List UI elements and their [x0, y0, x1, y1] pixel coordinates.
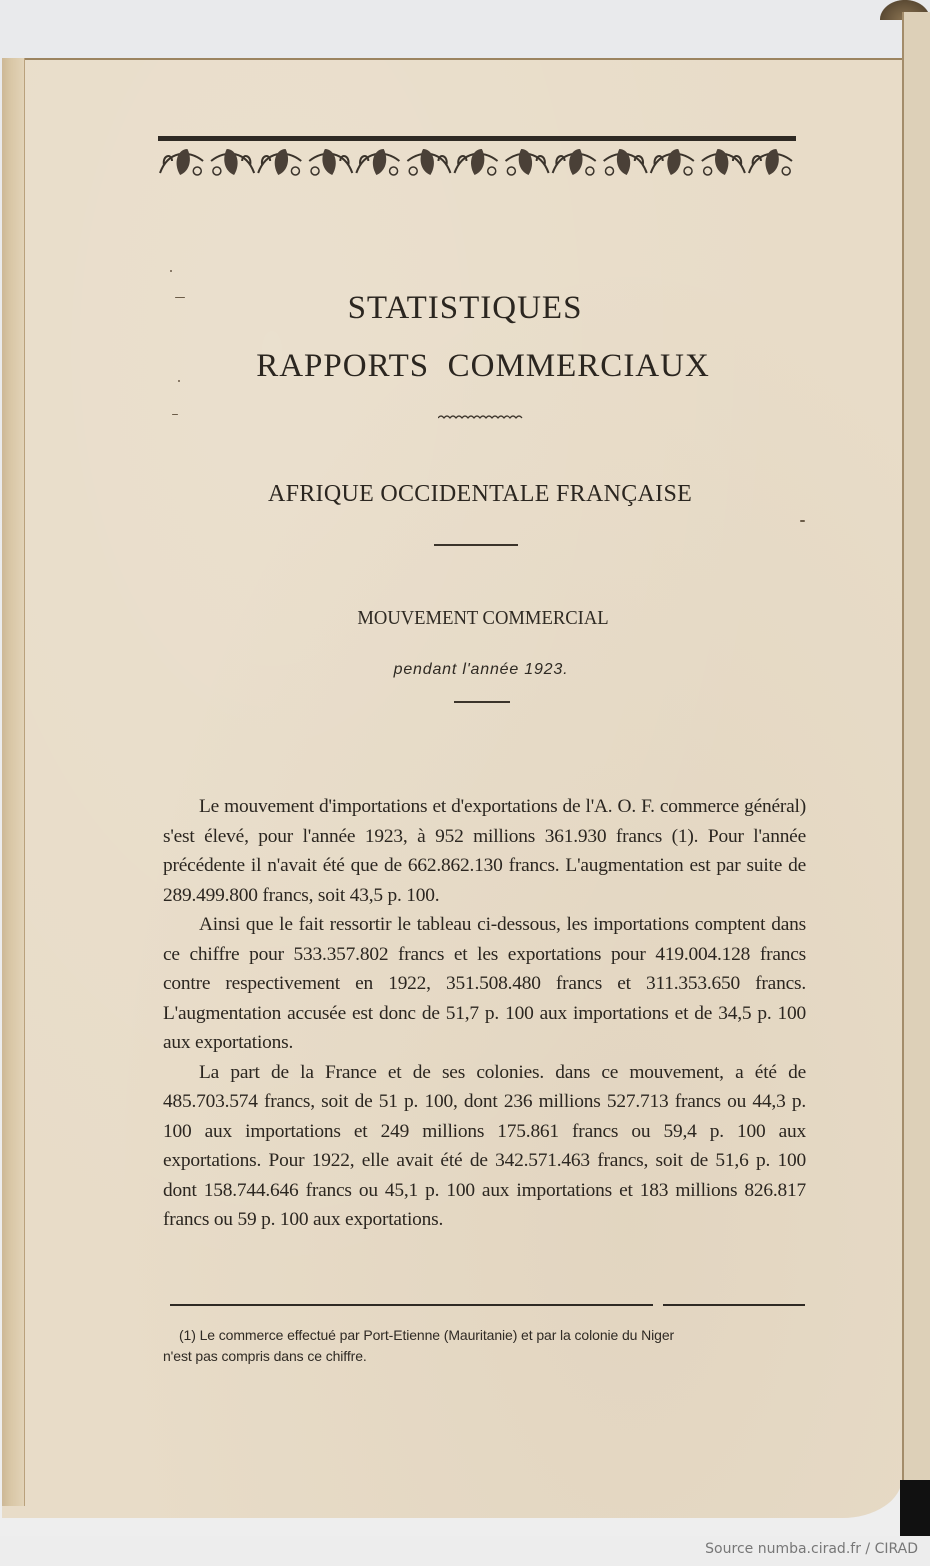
- footnote-separator: [170, 1304, 653, 1306]
- book-cover-shadow: [900, 1480, 930, 1536]
- speck: [800, 520, 805, 522]
- footnote-line: (1) Le commerce effectué par Port-Etienne (Mauritanie) et par la colonie du Niger: [179, 1327, 675, 1343]
- book-page: [2, 58, 902, 1518]
- page-title-line-1: STATISTIQUES: [347, 290, 583, 326]
- source-credit: Source numba.cirad.fr / CIRAD: [705, 1541, 918, 1557]
- ornament-motif: [211, 149, 254, 175]
- ornament-motif: [553, 149, 596, 175]
- region-heading: AFRIQUE OCCIDENTALE FRANÇAISE: [267, 481, 693, 507]
- ornament-motif: [309, 149, 352, 175]
- decorative-ornament-band: [158, 136, 796, 184]
- ornament-top-bar: [158, 136, 796, 141]
- page-stack-edge: [2, 58, 25, 1506]
- ornament-motif: [604, 149, 647, 175]
- speck: [175, 297, 185, 298]
- body-text: [163, 792, 806, 1235]
- page-title-line-2: RAPPORTS COMMERCIAUX: [256, 348, 710, 384]
- wavy-divider: [438, 414, 524, 422]
- section-heading: MOUVEMENT COMMERCIAL: [357, 607, 609, 629]
- divider-rule: [434, 544, 518, 546]
- footnote-separator-segment: [663, 1304, 805, 1306]
- speck: [172, 414, 178, 415]
- ornament-motif: [356, 149, 399, 175]
- ornament-motif: [506, 149, 549, 175]
- ornament-motif: [651, 149, 694, 175]
- speck: [178, 380, 180, 382]
- ornament-motif: [702, 149, 745, 175]
- footnote: [163, 1325, 813, 1367]
- ornament-motif: [258, 149, 301, 175]
- paragraph: Le mouvement d'importations et d'exportations de l'A. O. F. commerce général) s'est élevé, pour l'année 1923, à 952 millions 361.930 francs (1). Pour l'année précédente il n'avait été que de 662.862.130 francs. L'augmentation est par suite de 289.499.800 francs, soit 43,5 p. 100.: [163, 796, 806, 906]
- ornament-motif: [454, 149, 497, 175]
- paragraph: Ainsi que le fait ressortir le tableau ci-dessous, les importations comptent dans ce chiffre pour 533.357.802 francs et les exportations pour 419.004.128 francs contre respectivement en 1922, 351.508.480 francs et 311.353.650 francs. L'augmentation accusée est donc de 51,7 p. 100 aux importations et de 34,5 p. 100 aux exportations.: [163, 914, 806, 1053]
- ornament-motif: [749, 149, 792, 175]
- floral-ornament-icon: [158, 143, 796, 183]
- paragraph: La part de la France et de ses colonies. dans ce mouvement, a été de 485.703.574 francs, soit de 51 p. 100, dont 236 millions 527.713 francs ou 44,3 p. 100 aux importations et 249 millions 175.861 francs ou 59,4 p. 100 aux exportations. Pour 1922, elle avait été de 342.571.463 francs, soit de 51,6 p. 100 dont 158.744.646 francs ou 45,1 p. 100 aux importations et 183 millions 826.817 francs ou 59 p. 100 aux exportations.: [163, 1061, 806, 1230]
- ornament-motif: [160, 149, 203, 175]
- ornament-motif: [407, 149, 450, 175]
- speck: [170, 270, 172, 272]
- adjacent-page-edge: [902, 12, 930, 1522]
- section-period: pendant l'année 1923.: [393, 661, 569, 678]
- divider-rule-short: [454, 701, 510, 703]
- footnote-line: n'est pas compris dans ce chiffre.: [163, 1348, 367, 1364]
